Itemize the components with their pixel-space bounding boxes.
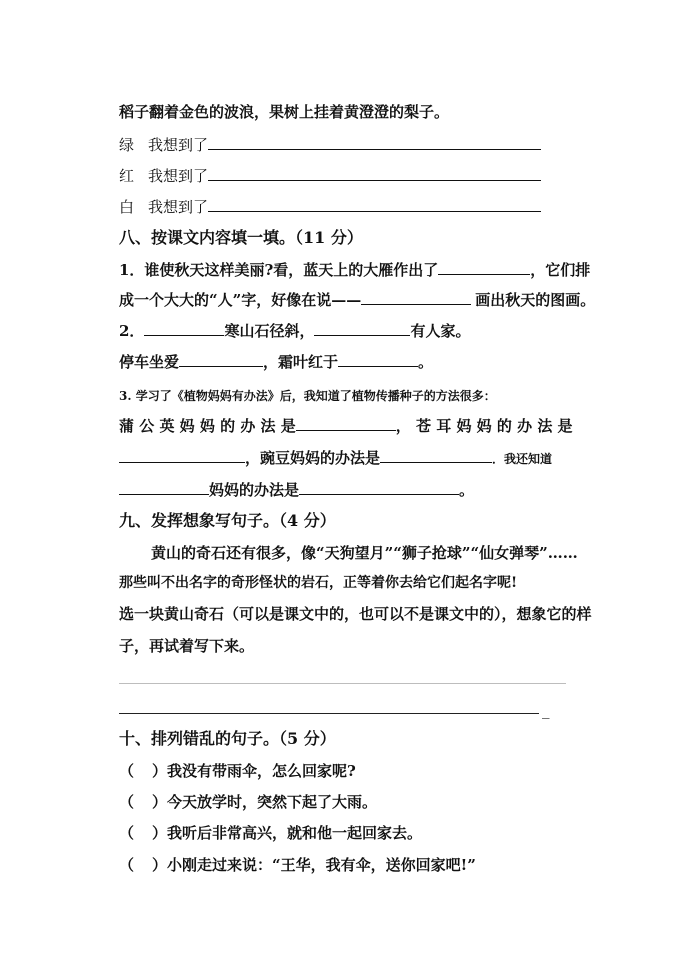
section9-paragraph-line4: 子，再试着写下来。 (119, 637, 255, 655)
answer-blank[interactable] (208, 166, 541, 181)
answer-blank[interactable] (179, 352, 263, 367)
color-label-red: 红 (119, 167, 135, 185)
q3-text-f: 。 (459, 481, 475, 499)
color-line-red (119, 166, 541, 186)
q3-text-c: ，豌豆妈妈的办法是 (245, 449, 381, 467)
section9-paragraph-line1: 黄山的奇石还有很多，像“天狗望月”“狮子抢球”“仙女弹琴”…… (151, 544, 578, 562)
q1-text-c: 成一个大大的“人”字，好像在说—— (119, 291, 362, 309)
q2-text-b: 有人家。 (410, 322, 471, 340)
answer-blank[interactable] (338, 352, 418, 367)
answer-blank[interactable] (119, 448, 245, 463)
q1-text-d: 画出秋天的图画。 (475, 291, 596, 309)
reorder-sentence: 小刚走过来说：“王华，我有伞，送你回家吧!” (167, 856, 476, 874)
paren-close: ） (152, 762, 168, 780)
q1-text-a: 1．谁使秋天这样美丽?看，蓝天上的大雁作出了 (119, 261, 439, 279)
answer-blank[interactable] (296, 416, 396, 431)
answer-blank[interactable] (208, 135, 541, 150)
section8-heading: 八、按课文内容填一填。（11 分） (119, 228, 363, 247)
answer-blank[interactable] (361, 290, 471, 305)
reorder-sentence: 我没有带雨伞，怎么回家呢? (167, 762, 356, 780)
q1-text-b: ，它们排 (530, 261, 591, 279)
answer-blank[interactable] (119, 480, 209, 495)
q2-text-d: ，霜叶红于 (263, 353, 339, 371)
prompt-text: 我想到了 (148, 136, 209, 154)
q3-line1 (119, 416, 573, 436)
section10-heading: 十、排列错乱的句子。（5 分） (119, 729, 336, 748)
color-label-white: 白 (119, 198, 135, 216)
q1-line2 (119, 290, 595, 310)
reorder-sentence: 我听后非常高兴，就和他一起回家去。 (167, 824, 423, 842)
paren-close: ） (152, 856, 168, 874)
answer-blank[interactable] (380, 448, 492, 463)
q2-line1 (119, 321, 470, 341)
writing-line[interactable] (119, 713, 539, 714)
paren-open: （ (119, 762, 135, 780)
answer-blank[interactable] (299, 480, 459, 495)
q3-text-d: ．我还知道 (492, 452, 553, 466)
answer-blank[interactable] (438, 260, 530, 275)
writing-line-underscore: _ (542, 701, 550, 719)
intro-tail-text: 稻子翻着金色的波浪，果树上挂着黄澄澄的梨子。 (119, 103, 450, 121)
paren-close: ） (152, 793, 168, 811)
writing-line[interactable] (119, 683, 566, 684)
answer-blank[interactable] (144, 321, 224, 336)
q2-text-e: 。 (418, 353, 434, 371)
q2-number: 2． (119, 322, 145, 340)
section9-heading: 九、发挥想象写句子。（4 分） (119, 511, 336, 530)
q2-text-a: 寒山石径斜， (224, 322, 315, 340)
reorder-item (119, 855, 476, 875)
answer-blank[interactable] (208, 197, 541, 212)
paren-open: （ (119, 856, 135, 874)
q3-intro: 3. 学习了《植物妈妈有办法》后，我知道了植物传播种子的方法很多： (119, 389, 496, 403)
paren-close: ） (152, 824, 168, 842)
q3-line3 (119, 480, 474, 500)
prompt-text: 我想到了 (148, 198, 209, 216)
prompt-text: 我想到了 (148, 167, 209, 185)
color-label-green: 绿 (119, 136, 135, 154)
q1-line1 (119, 260, 590, 280)
q2-text-c: 停车坐爱 (119, 353, 180, 371)
section9-paragraph-line3: 选一块黄山奇石（可以是课文中的，也可以不是课文中的），想象它的样 (119, 605, 592, 623)
q3-line2 (119, 448, 552, 469)
q3-text-b: ， 苍 耳 妈 妈 的 办 法 是 (395, 417, 573, 435)
reorder-item (119, 761, 356, 781)
q3-text-a: 蒲 公 英 妈 妈 的 办 法 是 (119, 417, 296, 435)
paren-open: （ (119, 824, 135, 842)
q2-line2 (119, 352, 433, 372)
reorder-sentence: 今天放学时，突然下起了大雨。 (167, 793, 378, 811)
color-line-white (119, 197, 541, 217)
reorder-item (119, 823, 422, 843)
q3-text-e: 妈妈的办法是 (209, 481, 300, 499)
answer-blank[interactable] (314, 321, 410, 336)
paren-open: （ (119, 793, 135, 811)
color-line-green (119, 135, 541, 155)
reorder-item (119, 792, 377, 812)
section9-paragraph-line2: 那些叫不出名字的奇形怪状的岩石，正等着你去给它们起名字呢! (119, 575, 518, 591)
